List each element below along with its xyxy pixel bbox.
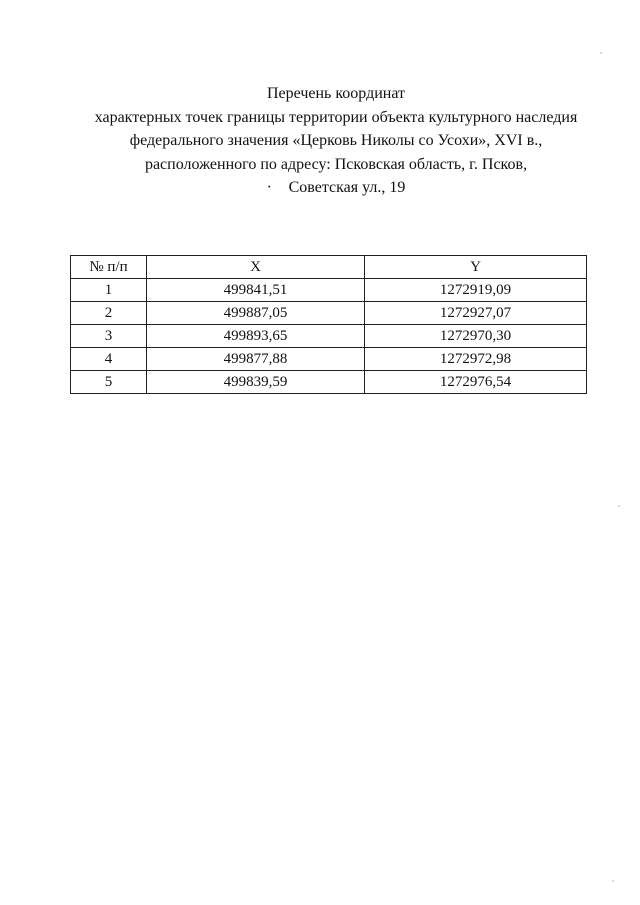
table-row	[71, 371, 587, 394]
cell-number: 2	[71, 302, 147, 325]
table-row	[71, 348, 587, 371]
cell-y: 1272970,30	[365, 325, 587, 348]
scan-speck	[600, 52, 602, 54]
header-x: X	[147, 256, 365, 279]
cell-x: 499877,88	[147, 348, 365, 371]
cell-number: 1	[71, 279, 147, 302]
heading-line-5-text: Советская ул., 19	[288, 179, 406, 196]
cell-x: 499841,51	[147, 279, 365, 302]
cell-x: 499887,05	[147, 302, 365, 325]
table-row	[71, 325, 587, 348]
heading-line-4: расположенного по адресу: Псковская область, г. Псков,	[144, 155, 528, 173]
header-y: Y	[365, 256, 587, 279]
coordinates-table	[70, 255, 587, 394]
scan-speck	[612, 880, 614, 882]
header-number: № п/п	[71, 256, 147, 279]
cell-y: 1272927,07	[365, 302, 587, 325]
cell-number: 4	[71, 348, 147, 371]
table-row	[71, 279, 587, 302]
cell-y: 1272972,98	[365, 348, 587, 371]
heading-line-3: федерального значения «Церковь Николы со Усохи», XVI в.,	[129, 132, 543, 149]
cell-x: 499893,65	[147, 325, 365, 348]
scan-speck	[618, 505, 620, 507]
heading-line-1: Перечень координат	[266, 85, 406, 102]
cell-number: 3	[71, 325, 147, 348]
heading-line-2: характерных точек границы территории объекта культурного наследия	[94, 108, 578, 126]
cell-y: 1272919,09	[365, 279, 587, 302]
cell-y: 1272976,54	[365, 371, 587, 394]
table-row	[71, 302, 587, 325]
heading-line-5	[0, 176, 640, 200]
heading-bullet: ·	[266, 179, 272, 196]
document-heading	[0, 82, 640, 200]
table-header-row	[71, 256, 587, 279]
cell-number: 5	[71, 371, 147, 394]
cell-x: 499839,59	[147, 371, 365, 394]
